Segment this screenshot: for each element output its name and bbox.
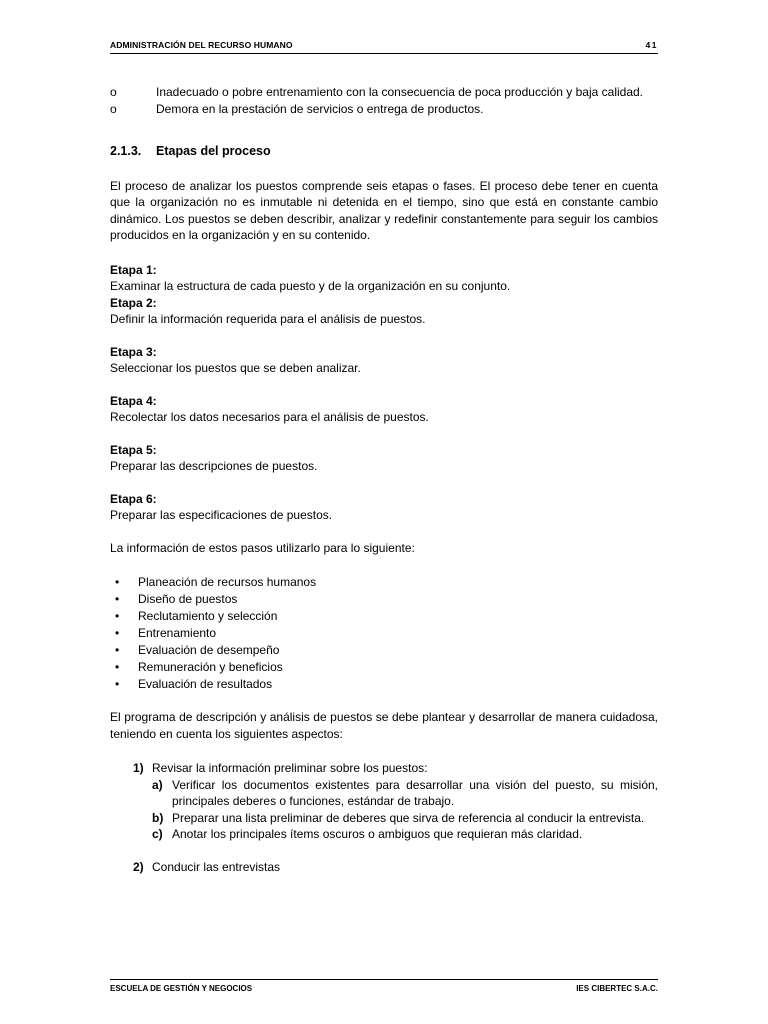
header-title: ADMINISTRACIÓN DEL RECURSO HUMANO xyxy=(110,40,293,50)
footer-school: ESCUELA DE GESTIÓN Y NEGOCIOS xyxy=(110,984,253,993)
page-footer xyxy=(110,984,658,996)
section-heading xyxy=(110,143,658,160)
page-content xyxy=(110,84,658,875)
substep-item xyxy=(152,826,658,843)
bullet-marker: • xyxy=(115,575,120,589)
program-paragraph: El programa de descripción y análisis de puestos se debe plantear y desarrollar de manera cuidadosa, teniendo en cuenta los siguientes aspectos: xyxy=(110,710,658,741)
uses-list xyxy=(110,574,658,693)
stage-label: Etapa 2: xyxy=(110,295,157,310)
list-item xyxy=(110,676,658,693)
stage-text: Recolectar los datos necesarios para el análisis de puestos. xyxy=(110,410,429,424)
bullet-marker: • xyxy=(115,660,120,674)
stage-label: Etapa 6: xyxy=(110,491,157,506)
stage-block xyxy=(110,393,658,426)
list-item xyxy=(110,625,658,642)
stage-block xyxy=(110,262,658,328)
uses-intro: La información de estos pasos utilizarlo para lo siguiente: xyxy=(110,540,415,555)
substep-item xyxy=(152,777,658,810)
list-item xyxy=(110,642,658,659)
stage-text: Seleccionar los puestos que se deben analizar. xyxy=(110,361,361,375)
steps-list xyxy=(110,760,658,875)
step-item xyxy=(110,859,658,876)
stage-text: Preparar las descripciones de puestos. xyxy=(110,459,318,473)
substep-marker: b) xyxy=(152,810,164,825)
substep-text: Verificar los documentos existentes para desarrollar una visión del puesto, su misión, principales deberes o funciones, estándar de trabajo. xyxy=(172,777,658,808)
page-number: 41 xyxy=(645,40,658,50)
circle-marker: o xyxy=(110,85,117,99)
step-marker: 2) xyxy=(133,859,144,874)
substep-item xyxy=(152,810,658,827)
footer-rule xyxy=(110,979,658,980)
stage-block xyxy=(110,491,658,524)
stage-label: Etapa 4: xyxy=(110,393,157,408)
substep-marker: a) xyxy=(152,777,163,792)
step-text: Conducir las entrevistas xyxy=(152,859,281,874)
step-text: Revisar la información preliminar sobre los puestos: xyxy=(152,761,428,775)
section-title: Etapas del proceso xyxy=(156,144,271,158)
list-item-text: Entrenamiento xyxy=(138,626,217,640)
stage-block xyxy=(110,344,658,377)
list-item-text: Remuneración y beneficios xyxy=(138,660,283,674)
bullet-marker: • xyxy=(115,677,120,691)
stage-label: Etapa 1: xyxy=(110,262,157,277)
list-item xyxy=(110,591,658,608)
stage-text: Definir la información requerida para el análisis de puestos. xyxy=(110,312,426,326)
circle-list-item xyxy=(110,101,658,118)
list-item-text: Evaluación de desempeño xyxy=(138,643,280,657)
circle-item-text: Inadecuado o pobre entrenamiento con la consecuencia de poca producción y baja calidad. xyxy=(156,85,644,99)
list-item-text: Evaluación de resultados xyxy=(138,677,273,691)
circle-item-text: Demora en la prestación de servicios o entrega de productos. xyxy=(156,101,484,116)
step-item xyxy=(110,760,658,843)
bullet-marker: • xyxy=(115,643,120,657)
stage-text: Preparar las especificaciones de puestos. xyxy=(110,508,333,522)
substep-marker: c) xyxy=(152,827,163,841)
list-item xyxy=(110,574,658,591)
bullet-marker: • xyxy=(115,592,120,606)
list-item-text: Reclutamiento y selección xyxy=(138,609,278,623)
header-rule xyxy=(110,53,658,54)
circle-marker: o xyxy=(110,101,117,116)
section-number: 2.1.3. xyxy=(110,144,142,158)
list-item-text: Diseño de puestos xyxy=(138,592,238,606)
bullet-marker: • xyxy=(115,626,120,640)
stage-label: Etapa 3: xyxy=(110,344,157,359)
circle-list-item xyxy=(110,84,658,101)
intro-paragraph: El proceso de analizar los puestos comprende seis etapas o fases. El proceso debe tener en cuenta que la organización no es inmutable ni detenida en el tiempo, sino que está en constante cambio dinámico. Los puestos se deben describir, analizar y redefinir constantemente para seguir los cambios producidos en la organización y en su contenido. xyxy=(110,178,658,242)
substep-text: Preparar una lista preliminar de deberes que sirva de referencia al conducir la entrevista. xyxy=(172,810,645,825)
list-item-text: Planeación de recursos humanos xyxy=(138,575,317,589)
list-item xyxy=(110,659,658,676)
stage-block xyxy=(110,442,658,475)
bullet-marker: • xyxy=(115,609,120,623)
page-header xyxy=(110,40,658,54)
substeps-list xyxy=(152,777,658,843)
step-marker: 1) xyxy=(133,761,144,775)
stage-label: Etapa 5: xyxy=(110,442,157,457)
substep-text: Anotar los principales ítems oscuros o ambiguos que requieran más claridad. xyxy=(172,827,583,841)
list-item xyxy=(110,608,658,625)
footer-institution: IES CIBERTEC S.A.C. xyxy=(576,984,658,993)
stage-text: Examinar la estructura de cada puesto y de la organización en su conjunto. xyxy=(110,279,511,293)
